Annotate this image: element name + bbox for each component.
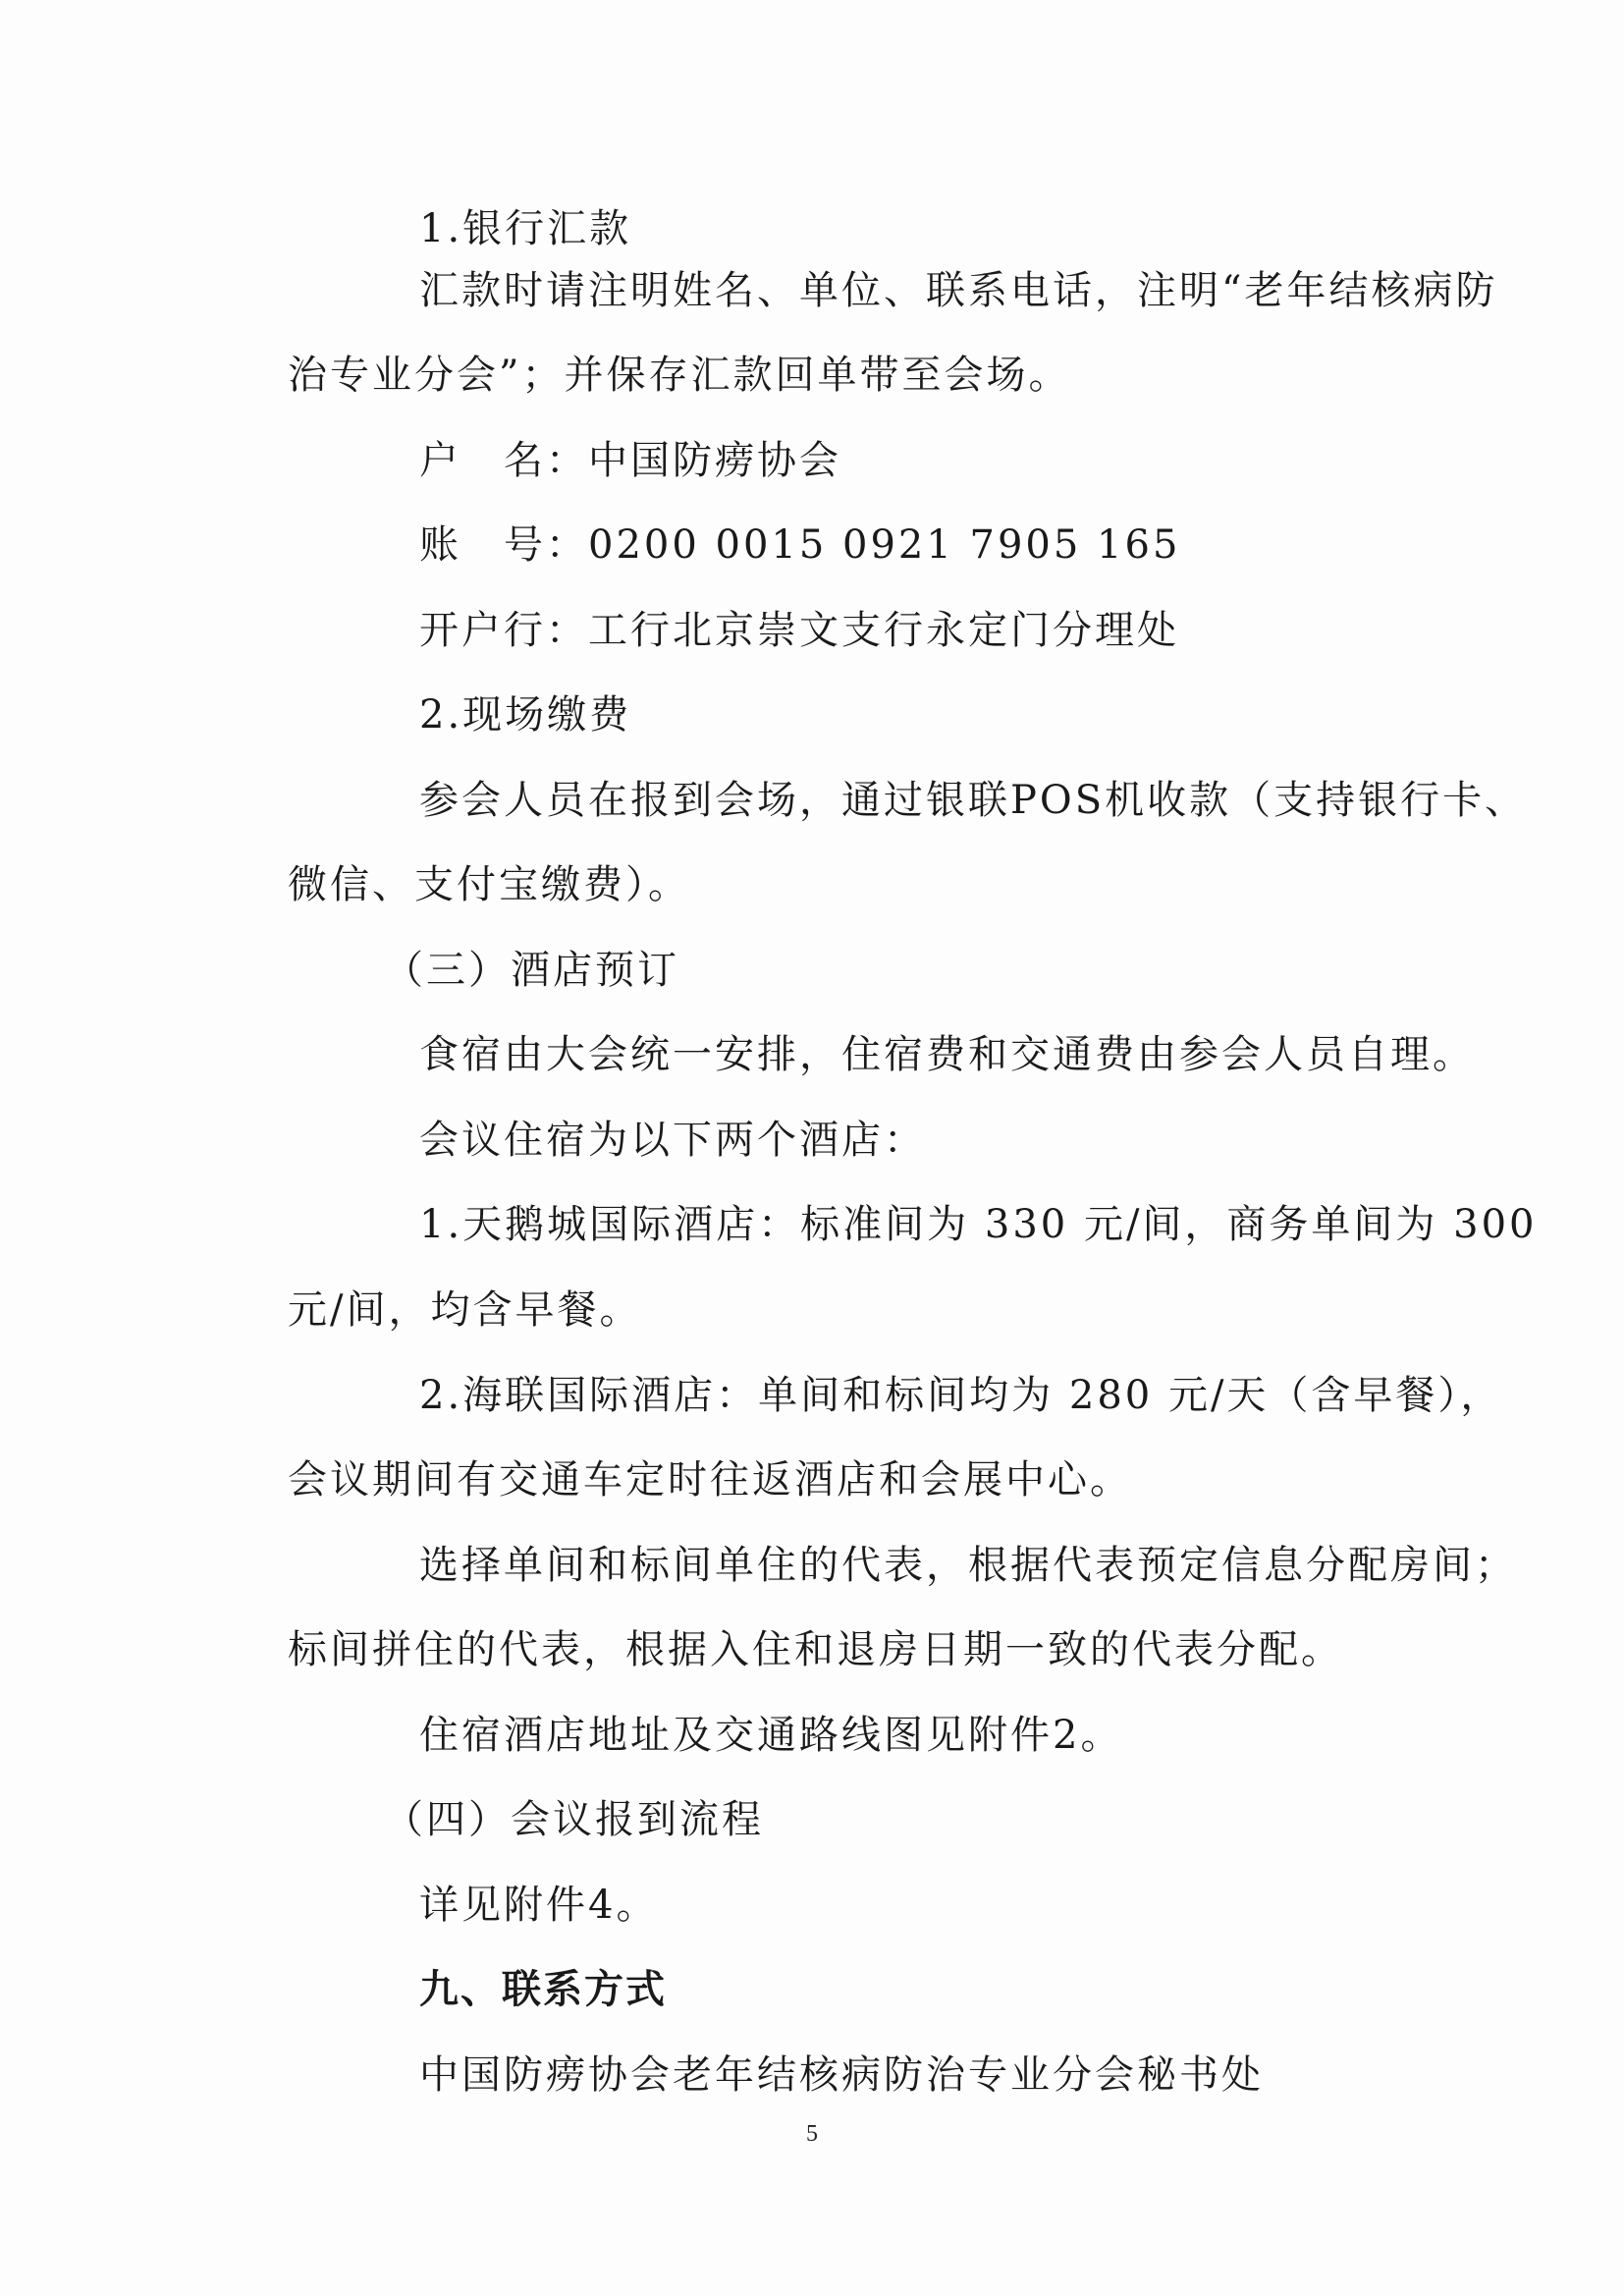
account-number: 账 号：0200 0015 0921 7905 165 <box>419 522 1181 568</box>
paragraph-hotels-intro: 会议住宿为以下两个酒店： <box>419 1118 926 1163</box>
paragraph-transfer-note-line2: 治专业分会”；并保存汇款回单带至会场。 <box>288 353 1071 398</box>
heading-onsite-payment: 2.现场缴费 <box>419 692 632 738</box>
paragraph-room-line2: 标间拼住的代表，根据入住和退房日期一致的代表分配。 <box>288 1627 1343 1672</box>
paragraph-room-line1: 选择单间和标间单住的代表，根据代表预定信息分配房间； <box>419 1543 1517 1588</box>
heading-registration: （四）会议报到流程 <box>384 1797 764 1842</box>
paragraph-hotel-address: 住宿酒店地址及交通路线图见附件2。 <box>419 1713 1123 1758</box>
paragraph-hotel1-line2: 元/间，均含早餐。 <box>288 1287 642 1333</box>
paragraph-hotel2-line1: 2.海联国际酒店：单间和标间均为 280 元/天（含早餐）， <box>419 1373 1503 1418</box>
account-name: 户 名：中国防痨协会 <box>419 438 841 483</box>
paragraph-registration-detail: 详见附件4。 <box>419 1883 659 1928</box>
paragraph-onsite-line1: 参会人员在报到会场，通过银联POS机收款（支持银行卡、 <box>419 778 1528 823</box>
heading-contact: 九、联系方式 <box>419 1967 667 2012</box>
paragraph-onsite-line2: 微信、支付宝缴费）。 <box>288 862 690 907</box>
paragraph-hotel1-line1: 1.天鹅城国际酒店：标准间为 330 元/间，商务单间为 300 <box>419 1202 1538 1247</box>
paragraph-secretariat: 中国防痨协会老年结核病防治专业分会秘书处 <box>419 2052 1264 2098</box>
page-number: 5 <box>806 2121 818 2147</box>
paragraph-board: 食宿由大会统一安排，住宿费和交通费由参会人员自理。 <box>419 1032 1475 1077</box>
heading-hotel-booking: （三）酒店预订 <box>384 948 679 993</box>
account-bank: 开户行：工行北京崇文支行永定门分理处 <box>419 608 1179 653</box>
paragraph-transfer-note-line1: 汇款时请注明姓名、单位、联系电话，注明“老年结核病防 <box>419 268 1498 313</box>
paragraph-hotel2-line2: 会议期间有交通车定时往返酒店和会展中心。 <box>288 1457 1132 1503</box>
heading-bank-transfer: 1.银行汇款 <box>419 206 632 251</box>
